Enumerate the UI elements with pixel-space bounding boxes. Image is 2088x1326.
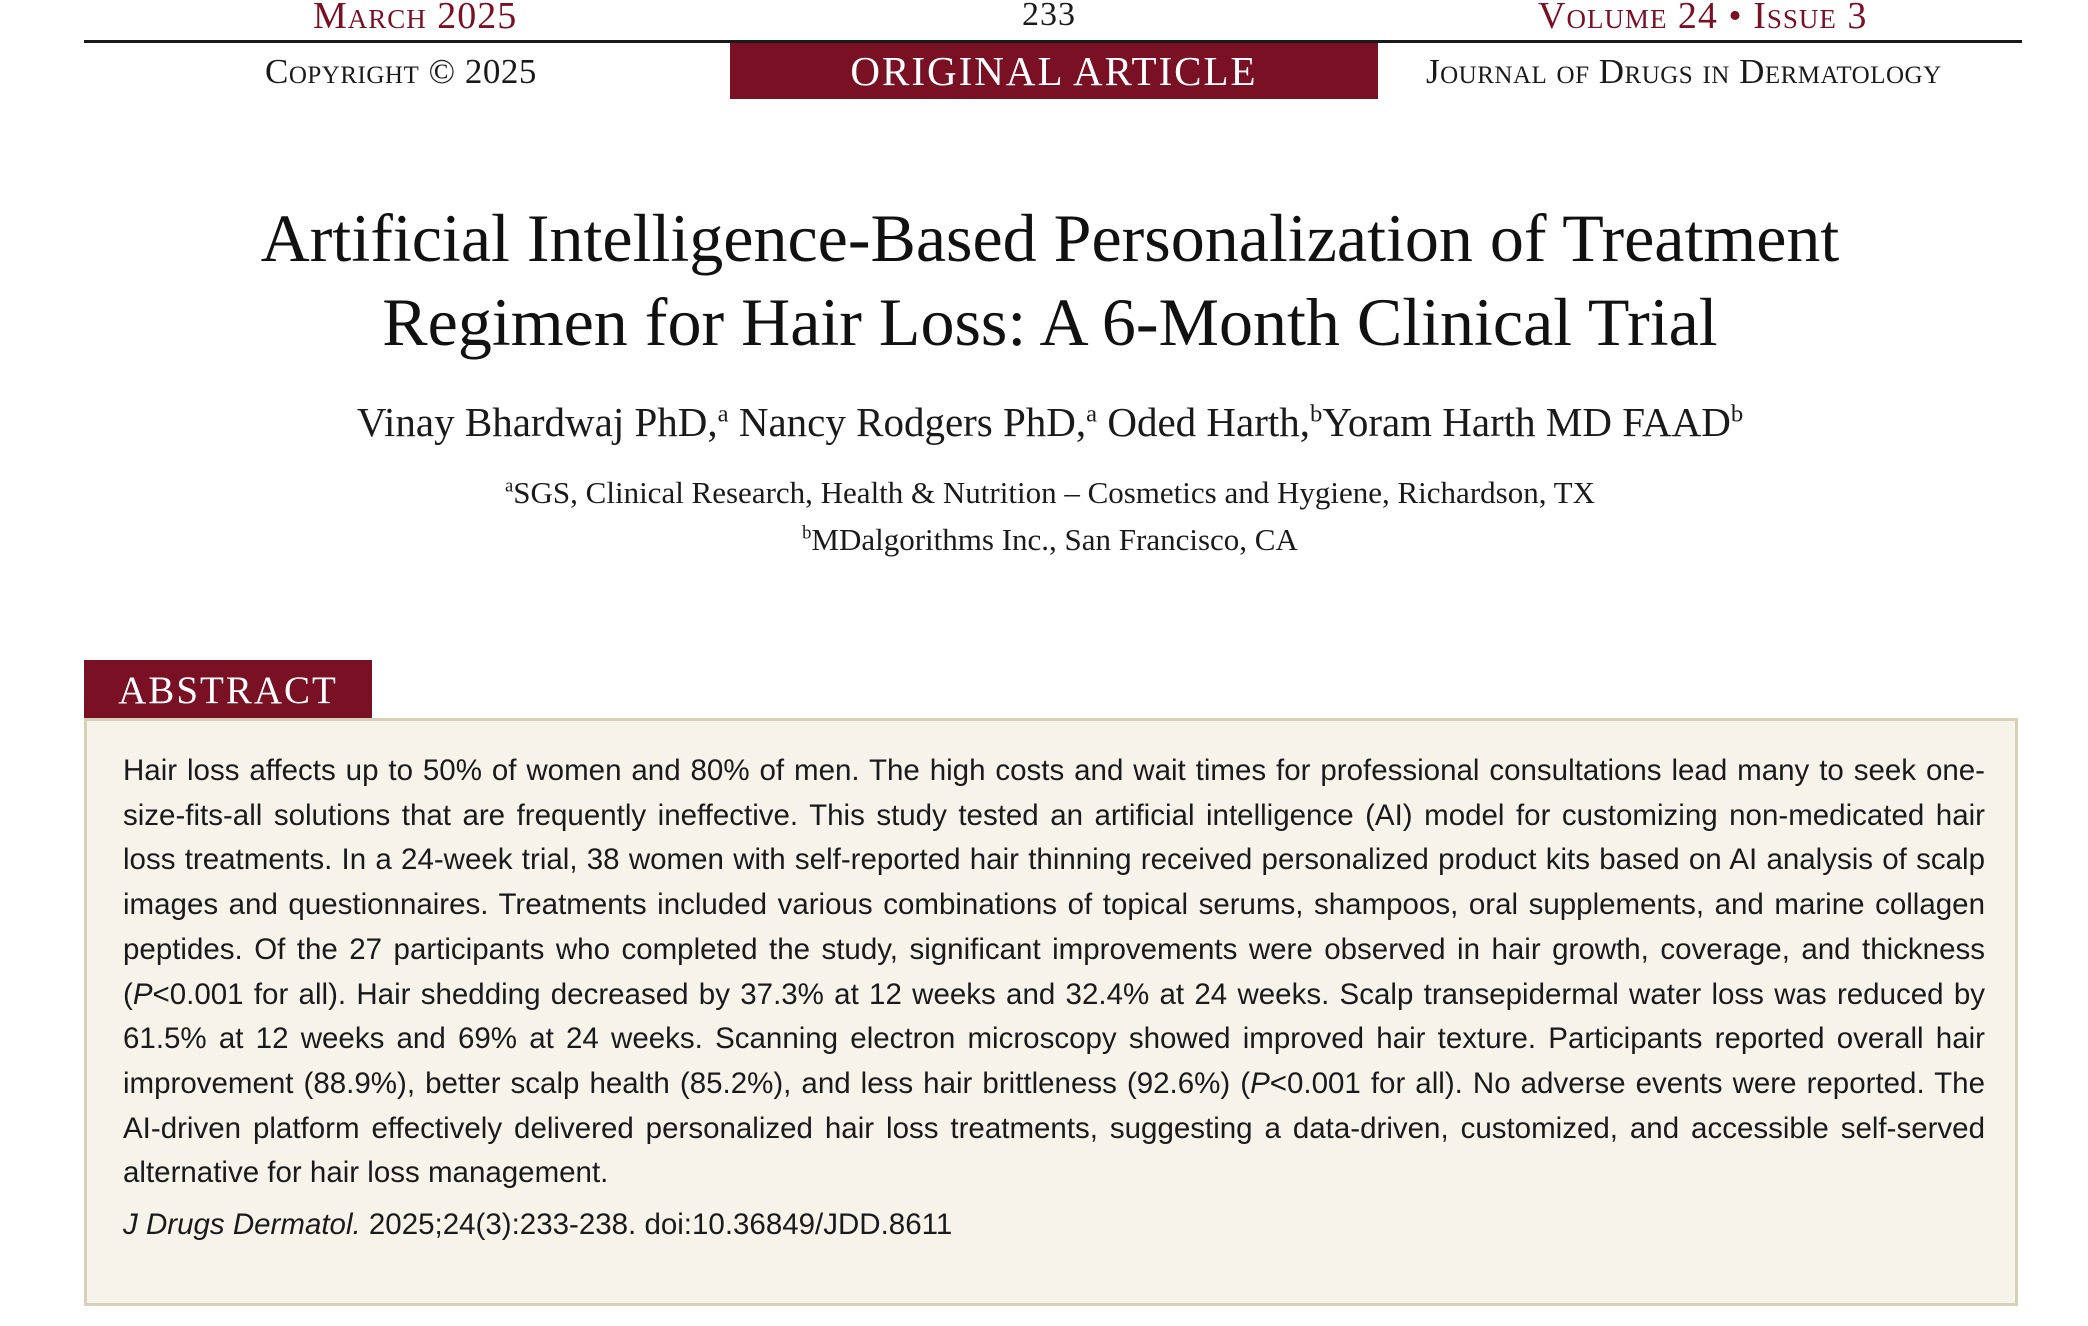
affiliation-b	[100, 522, 2000, 558]
p-value-symbol: P	[1250, 1066, 1270, 1100]
running-header	[0, 0, 2088, 37]
affiliation-mark: a	[1086, 400, 1098, 428]
abstract-heading: ABSTRACT	[84, 660, 372, 720]
abstract-text-part: <0.001 for all). No adverse events were reported. The AI-driven platform effectively delivered personalized hair loss treatments, suggesting a data-driven, customized, and accessible self-served alternative for hair loss management.	[123, 1066, 1985, 1190]
journal-name: Journal of Drugs in Dermatology	[1426, 52, 1942, 91]
citation	[123, 1208, 1985, 1242]
affiliation-text: MDalgorithms Inc., San Francisco, CA	[811, 522, 1298, 557]
title-line-2: Regimen for Hair Loss: A 6-Month Clinical Trial	[382, 284, 1718, 360]
abstract-text-part: <0.001 for all). Hair shedding decreased by 37.3% at 12 weeks and 32.4% at 24 weeks. Scalp transepidermal water loss was reduced by 61.5% at 12 weeks and 69% at 24 weeks. Scanning electron microscopy showed improved hair texture. Participants reported overall hair improvement (88.9%), better scalp health (85.2%), and less hair brittleness (92.6%) (	[123, 977, 1985, 1100]
abstract-text-part: Hair loss affects up to 50% of women and 80% of men. The high costs and wait times for professional consultations lead many to seek one-size-fits-all solutions that are frequently ineffective. This study tested an artificial intelligence (AI) model for customizing non-medicated hair loss treatments. In a 24-week trial, 38 women with self-reported hair thinning received personalized product kits based on AI analysis of scalp images and questionnaires. Treatments included various combinations of topical serums, shampoos, oral supplements, and marine collagen peptides. Of the 27 participants who completed the study, significant improvements were observed in hair growth, coverage, and thickness (	[123, 754, 1985, 1011]
citation-journal: J Drugs Dermatol.	[123, 1208, 361, 1241]
citation-details: 2025;24(3):233-238. doi:10.36849/JDD.8611	[360, 1208, 953, 1241]
article-type-banner: ORIGINAL ARTICLE	[730, 43, 1378, 99]
abstract-box	[84, 718, 2018, 1306]
affiliation-mark: a	[505, 475, 514, 497]
affiliation-mark: b	[1310, 400, 1323, 428]
abstract-text	[123, 749, 1985, 1196]
author-list	[100, 398, 2000, 446]
affiliation-mark: b	[1730, 400, 1744, 428]
affiliation-a	[100, 475, 2000, 511]
affiliation-mark: a	[717, 400, 729, 428]
article-title	[120, 196, 1980, 364]
affiliation-text: SGS, Clinical Research, Health & Nutrition – Cosmetics and Hygiene, Richardson, TX	[513, 475, 1595, 510]
author-name: Yoram Harth MD FAAD	[1322, 399, 1731, 445]
affiliation-mark: b	[802, 522, 812, 544]
author-name: Oded Harth,	[1107, 399, 1311, 445]
author-name: Nancy Rodgers PhD,	[738, 399, 1087, 445]
page-number: 233	[1022, 0, 1076, 33]
author-name: Vinay Bhardwaj PhD,	[356, 399, 718, 445]
copyright: Copyright © 2025	[265, 52, 537, 91]
volume-issue: Volume 24 • Issue 3	[1538, 0, 1868, 37]
issue-date: March 2025	[313, 0, 518, 37]
p-value-symbol: P	[132, 977, 153, 1011]
title-line-1: Artificial Intelligence-Based Personalization of Treatment	[260, 200, 1840, 276]
